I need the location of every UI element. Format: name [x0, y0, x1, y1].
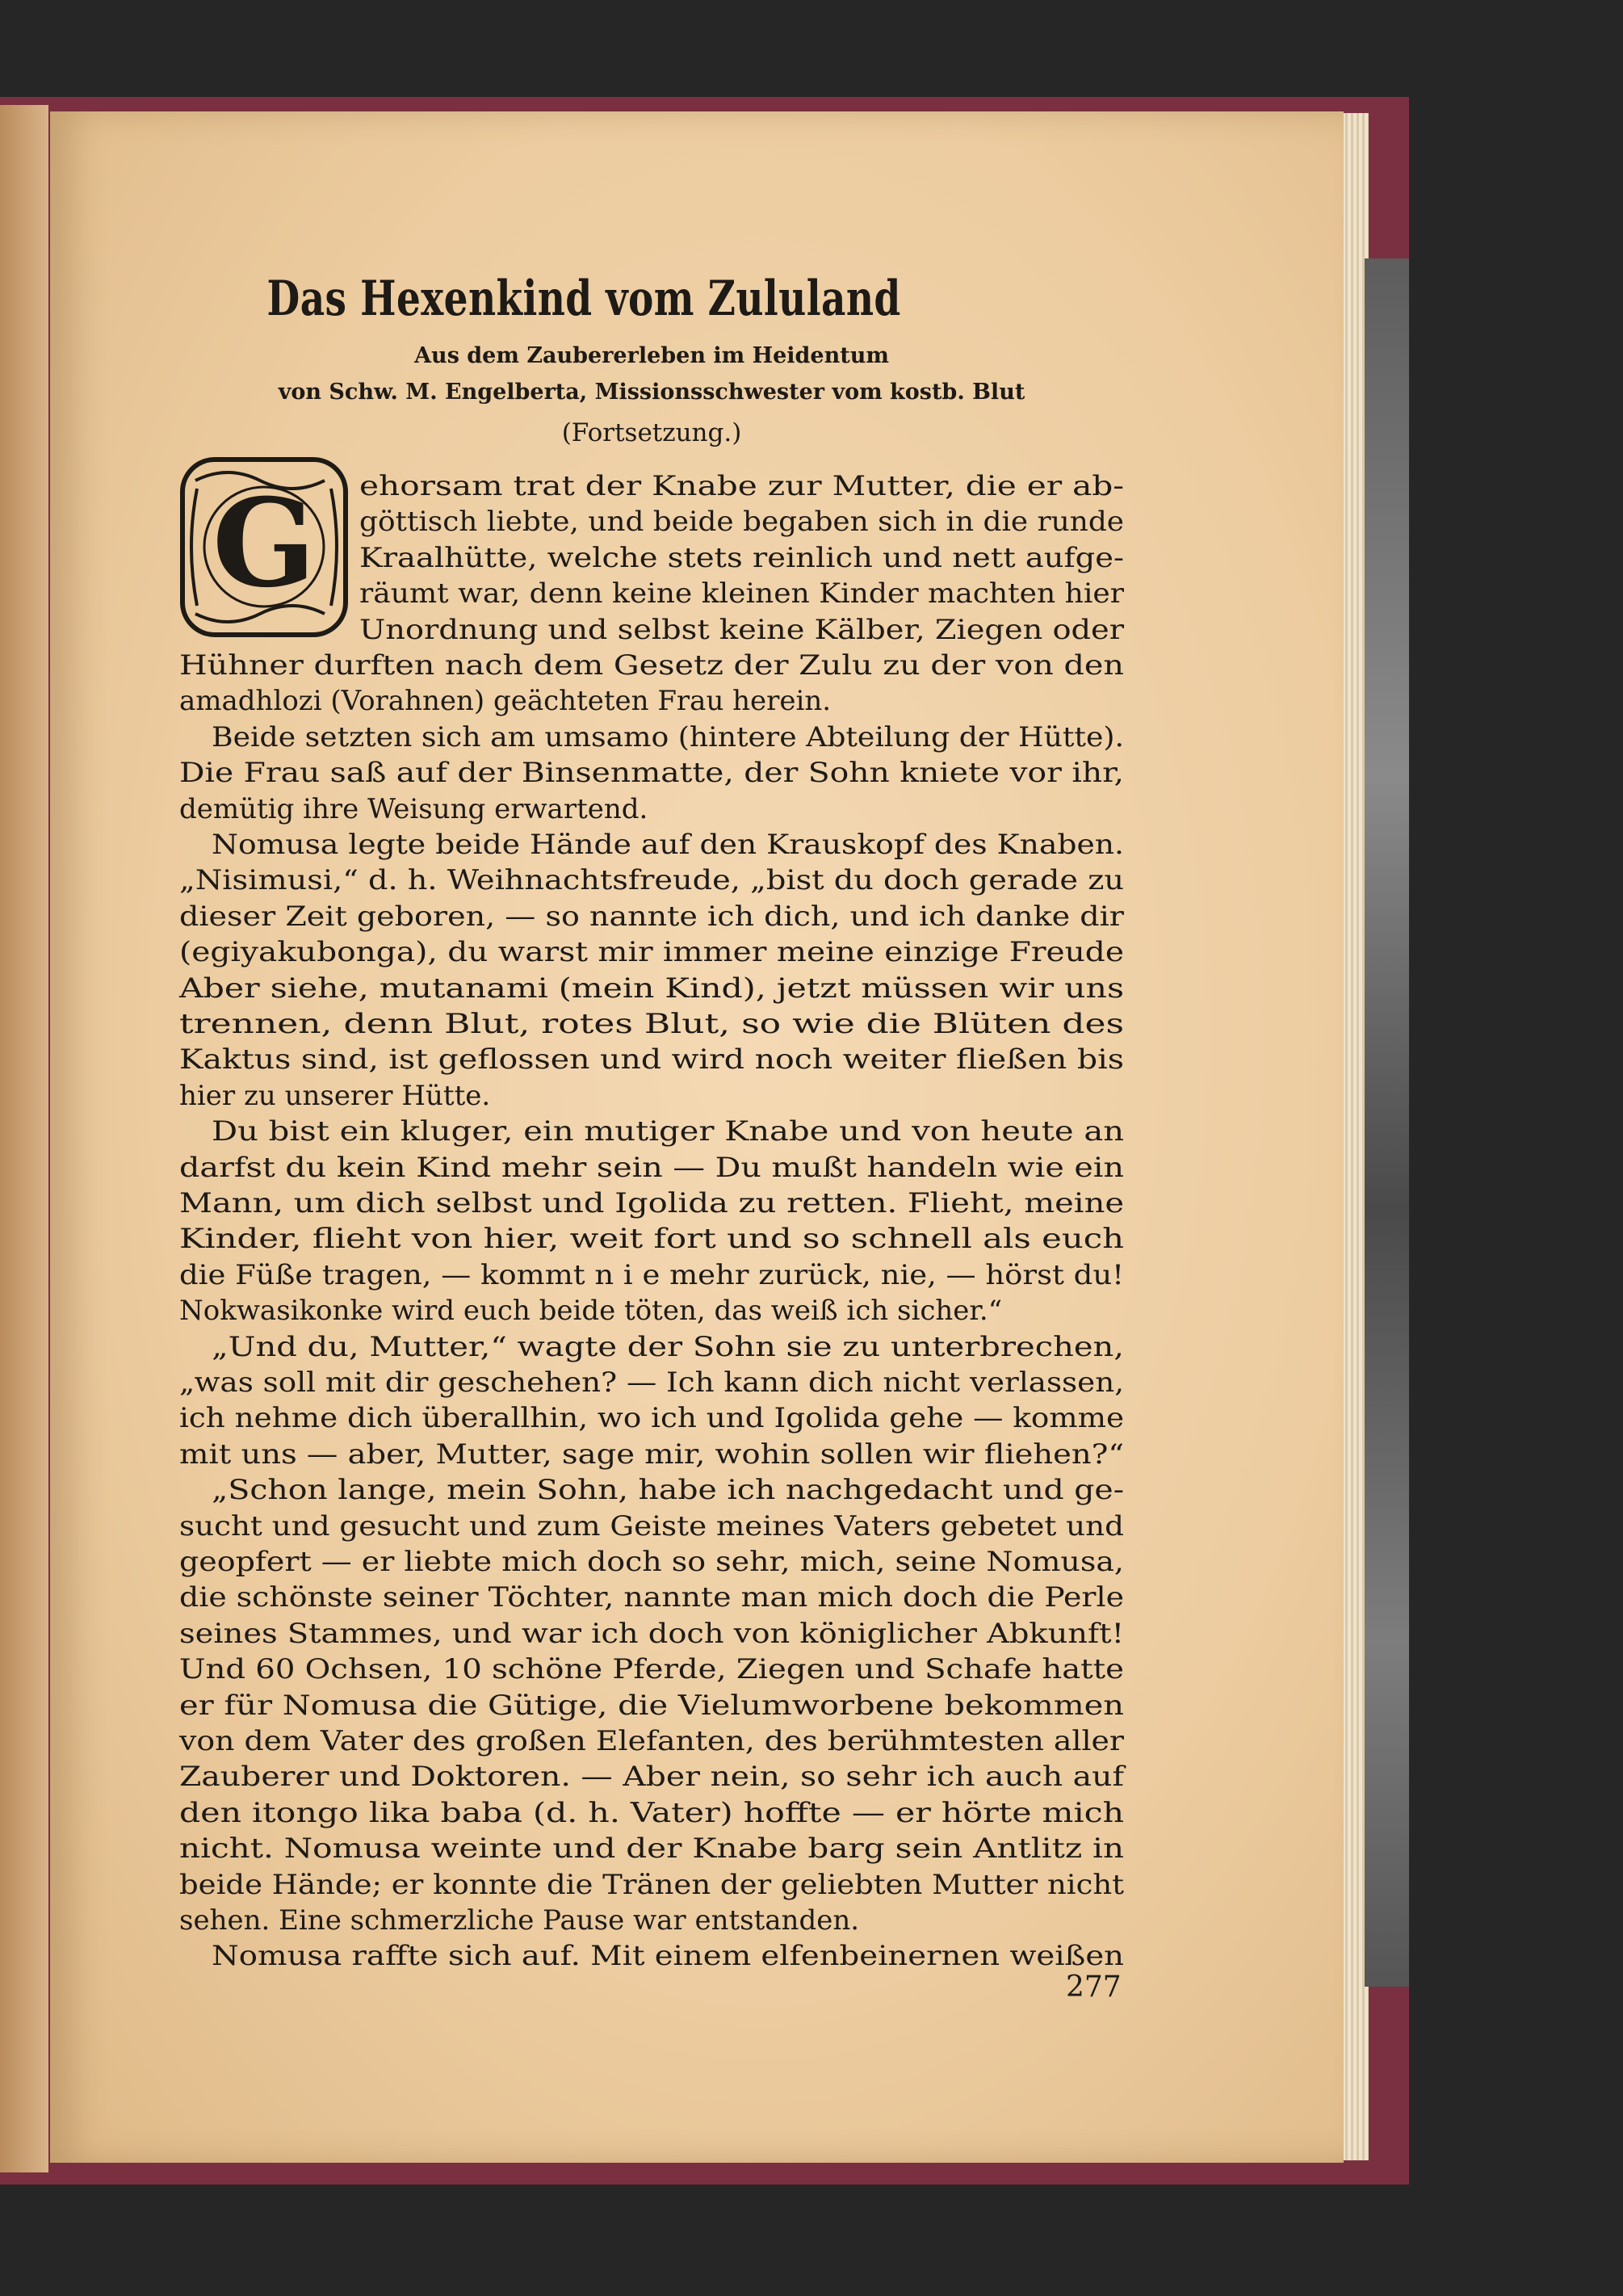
text-line: Aber siehe, mutanami (mein Kind), jetzt müssen wir uns [179, 972, 1124, 1005]
text-line: Nokwasikonke wird euch beide töten, das weiß ich sicher.“ [179, 1295, 1003, 1328]
text-line: Nomusa legte beide Hände auf den Krauskopf des Knaben. [212, 829, 1125, 861]
text-line: sucht und gesucht und zum Geiste meines Vaters gebetet und [179, 1509, 1124, 1543]
text-line: räumt war, denn keine kleinen Kinder machten hier [359, 577, 1124, 611]
text-line: beide Hände; er konnte die Tränen der geliebten Mutter nicht [179, 1868, 1125, 1901]
left-page-edge [0, 105, 48, 2172]
text-line: seines Stammes, und war ich doch von königlicher Abkunft! [179, 1617, 1124, 1650]
text-line: „Nisimusi,“ d. h. Weihnachtsfreude, „bist du doch gerade zu [179, 864, 1125, 897]
text-line: göttisch liebte, und beide begaben sich in die runde [359, 506, 1125, 539]
text-line: demütig ihre Weisung erwartend. [179, 792, 648, 825]
text-line: Kraalhütte, welche stets reinlich und nett aufge- [359, 541, 1124, 574]
marbled-cover [1365, 258, 1409, 1987]
text-line: von dem Vater des großen Elefanten, des berühmtesten aller [179, 1725, 1124, 1757]
text-line: Unordnung und selbst keine Kälber, Ziegen oder [359, 613, 1125, 646]
text-line: sehen. Eine schmerzliche Pause war entstanden. [179, 1904, 860, 1937]
text-line: Hühner durften nach dem Gesetz der Zulu zu der von den [179, 649, 1125, 682]
text-line: „Schon lange, mein Sohn, habe ich nachgedacht und ge- [212, 1474, 1125, 1507]
text-line: Kinder, flieht von hier, weit fort und so schnell als euch [179, 1223, 1125, 1256]
text-line: amadhlozi (Vorahnen) geächteten Frau herein. [179, 685, 832, 718]
text-line: den itongo lika baba (d. h. Vater) hoffte — er hörte mich [179, 1796, 1125, 1829]
text-line: trennen, denn Blut, rotes Blut, so wie die Blüten des [179, 1008, 1125, 1040]
article-subtitle: Aus dem Zaubererleben im Heidentum [414, 343, 889, 368]
text-line: die schönste seiner Töchter, nannte man mich doch die Perle [179, 1581, 1124, 1614]
text-line: mit uns — aber, Mutter, sage mir, wohin sollen wir fliehen?“ [179, 1438, 1124, 1471]
text-line: nicht. Nomusa weinte und der Knabe barg sein Antlitz in [179, 1832, 1125, 1866]
text-line: (egiyakubonga), du warst mir immer meine einzige Freude [179, 936, 1124, 969]
text-line: „was soll mit dir geschehen? — Ich kann dich nicht verlassen, [179, 1366, 1125, 1399]
text-line: Beide setzten sich am umsamo (hintere Abteilung der Hütte). [212, 720, 1124, 753]
text-line: Zauberer und Doktoren. — Aber nein, so sehr ich auch auf [179, 1761, 1125, 1794]
ornamental-initial-letter [179, 456, 349, 638]
text-line: hier zu unserer Hütte. [179, 1079, 491, 1112]
article-byline: von Schw. M. Engelberta, Missionsschwester vom kostb. Blut [278, 380, 1025, 405]
continuation-note: (Fortsetzung.) [561, 418, 742, 447]
text-line: dieser Zeit geboren, — so nannte ich dich, und ich danke dir [179, 900, 1124, 933]
article-title: Das Hexenkind vom Zululand [266, 271, 901, 327]
text-line: „Und du, Mutter,“ wagte der Sohn sie zu unterbrechen, [212, 1330, 1125, 1363]
text-line: er für Nomusa die Gütige, die Vielumworbene bekommen [179, 1689, 1124, 1722]
text-line: Und 60 Ochsen, 10 schöne Pferde, Ziegen und Schafe hatte [179, 1653, 1125, 1686]
text-line: Nomusa raffte sich auf. Mit einem elfenbeinernen weißen [212, 1940, 1125, 1973]
text-line: Kaktus sind, ist geflossen und wird noch weiter fließen bis [179, 1043, 1124, 1077]
text-line: Mann, um dich selbst und Igolida zu retten. Flieht, meine [179, 1187, 1125, 1219]
text-line: ehorsam trat der Knabe zur Mutter, die er ab- [359, 470, 1125, 502]
svg-text:G: G [212, 472, 317, 615]
page-number: 277 [1066, 1971, 1122, 2004]
text-line: ich nehme dich überallhin, wo ich und Igolida gehe — komme [179, 1402, 1125, 1435]
text-line: Du bist ein kluger, ein mutiger Knabe und von heute an [212, 1115, 1125, 1148]
text-line: geopfert — er liebte mich doch so sehr, mich, seine Nomusa, [179, 1546, 1125, 1578]
text-line: die Füße tragen, — kommt n i e mehr zurück, nie, — hörst du! [179, 1258, 1124, 1291]
text-line: Die Frau saß auf der Binsenmatte, der Sohn kniete vor ihr, [179, 757, 1125, 790]
text-line: darfst du kein Kind mehr sein — Du mußt handeln wie ein [179, 1151, 1124, 1184]
